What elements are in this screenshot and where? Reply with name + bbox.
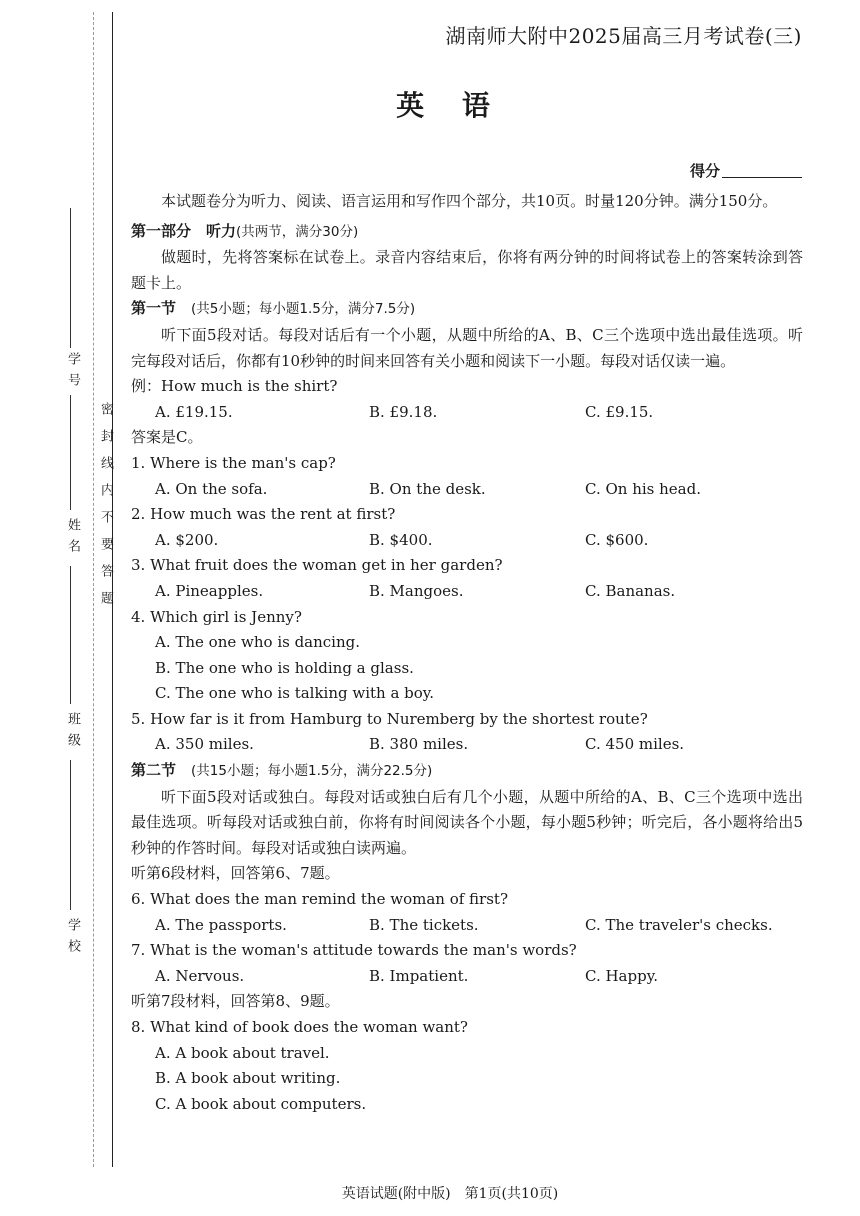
q2-option-b: B. $400. (369, 530, 433, 549)
part1-title: 第一部分 听力 (131, 221, 237, 240)
seal-warning: 密封线内不要答题 (98, 402, 113, 618)
student-id-field-line (70, 208, 71, 348)
section2-instruction: 听下面5段对话或独白。每段对话或独白后有几个小题，从题中所给的A、B、C三个选项中选出最佳选项。听每段对话或独白前，你将有时间阅读各个小题，每小题5秒钟；听完后，各小题将给出5秒钟的作答时间。每段对话或独白读两遍。 (131, 787, 803, 857)
q4-option-b: B. The one who is holding a glass. (155, 658, 414, 677)
q6-option-c: C. The traveler's checks. (585, 915, 773, 934)
question-5-options (131, 732, 803, 758)
part1-note: (共两节，满分30分) (236, 223, 359, 240)
q7-option-b: B. Impatient. (369, 966, 469, 985)
exam-content (131, 189, 803, 1117)
example-answer: 答案是C。 (131, 428, 203, 447)
section1-heading (131, 296, 803, 323)
section2-title: 第二节 (131, 761, 177, 780)
question-7: 7. What is the woman's attitude towards the man's words? (131, 941, 577, 960)
part1-instruction: 做题时，先将答案标在试卷上。录音内容结束后，你将有两分钟的时间将试卷上的答案转涂到答题卡上。 (131, 248, 803, 292)
example-option-a: A. £19.15. (155, 402, 233, 421)
material-6-note: 听第6段材料，回答第6、7题。 (131, 864, 340, 883)
cut-line (93, 12, 94, 1167)
intro-text: 本试题卷分为听力、阅读、语言运用和写作四个部分，共10页。时量120分钟。满分150分。 (161, 192, 778, 210)
part1-heading (131, 219, 803, 246)
q1-option-a: A. On the sofa. (155, 479, 268, 498)
q8-option-c: C. A book about computers. (155, 1094, 367, 1113)
q2-option-a: A. $200. (155, 530, 219, 549)
section1-note: (共5小题；每小题1.5分，满分7.5分) (191, 301, 416, 318)
section2-heading (131, 758, 803, 785)
q7-option-a: A. Nervous. (155, 966, 245, 985)
section2-note: (共15小题；每小题1.5分，满分22.5分) (191, 763, 433, 780)
page-title: 英 语 (396, 89, 504, 122)
q8-option-b: B. A book about writing. (155, 1069, 341, 1088)
q1-option-c: C. On his head. (585, 479, 701, 498)
q6-option-b: B. The tickets. (369, 915, 479, 934)
q1-option-b: B. On the desk. (369, 479, 486, 498)
class-label: 班 级 (65, 712, 80, 749)
class-field-line (70, 566, 71, 704)
section1-title: 第一节 (131, 299, 177, 318)
q6-option-a: A. The passports. (155, 915, 287, 934)
q3-option-b: B. Mangoes. (369, 581, 464, 600)
student-id-label: 学 号 (65, 352, 80, 389)
score-field (690, 160, 802, 181)
school-field-line (70, 760, 71, 910)
binding-gutter (0, 0, 118, 1216)
question-8: 8. What kind of book does the woman want? (131, 1018, 468, 1036)
section1-instruction: 听下面5段对话。每段对话后有一个小题，从题中所给的A、B、C三个选项中选出最佳选项。听完每段对话后，你都有10秒钟的时间来回答有关小题和阅读下一小题。每段对话仅读一遍。 (131, 325, 803, 370)
page-footer: 英语试题(附中版) 第1页(共10页) (341, 1186, 559, 1202)
q8-option-a: A. A book about travel. (155, 1043, 330, 1062)
score-blank (722, 177, 802, 178)
question-3-options (131, 579, 803, 605)
example-option-b: B. £9.18. (369, 402, 438, 421)
q2-option-c: C. $600. (585, 530, 649, 549)
example-option-c: C. £9.15. (585, 402, 654, 421)
question-7-options (131, 964, 803, 990)
q3-option-a: A. Pineapples. (155, 581, 264, 600)
q7-option-c: C. Happy. (585, 966, 658, 985)
material-7-note: 听第7段材料，回答第8、9题。 (131, 992, 340, 1011)
example-options (131, 400, 803, 426)
example-question: 例：How much is the shirt? (131, 377, 338, 396)
question-6-options (131, 913, 803, 939)
q5-option-a: A. 350 miles. (155, 735, 254, 754)
q4-option-a: A. The one who is dancing. (155, 633, 361, 652)
exam-header: 湖南师大附中2025届高三月考试卷(三) (445, 24, 802, 48)
question-1: 1. Where is the man's cap? (131, 453, 336, 472)
question-2: 2. How much was the rent at first? (131, 505, 396, 524)
question-2-options (131, 528, 803, 554)
question-5: 5. How far is it from Hamburg to Nuremberg by the shortest route? (131, 709, 648, 728)
q5-option-c: C. 450 miles. (585, 735, 685, 754)
question-3: 3. What fruit does the woman get in her garden? (131, 556, 503, 575)
name-label: 姓 名 (65, 518, 80, 555)
q4-option-c: C. The one who is talking with a boy. (155, 684, 435, 703)
name-field-line (70, 395, 71, 510)
question-4: 4. Which girl is Jenny? (131, 607, 302, 626)
q5-option-b: B. 380 miles. (369, 735, 469, 754)
score-label: 得分 (689, 162, 720, 180)
question-1-options (131, 477, 803, 503)
question-6: 6. What does the man remind the woman of first? (131, 890, 508, 909)
school-label: 学 校 (65, 918, 80, 955)
q3-option-c: C. Bananas. (585, 581, 676, 600)
